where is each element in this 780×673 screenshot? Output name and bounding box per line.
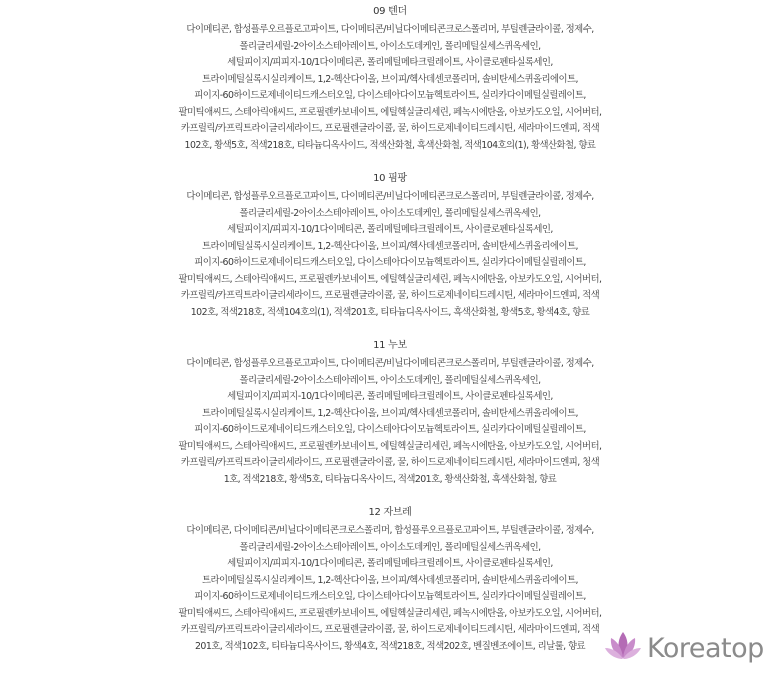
ingredient-line: 팔미틱애씨드, 스테아릭애씨드, 프로필렌카보네이트, 에틸헥실글리세린, 페녹시에탄올, 아보카도오일, 시어버터,: [178, 106, 602, 118]
ingredient-line: 트라이메틸실록시실리케이트, 1,2-헥산다이올, 브이피/헥사데센코폴리머, 솔비탄세스퀴올리에이트,: [202, 407, 578, 419]
ingredient-line: 트라이메틸실록시실리케이트, 1,2-헥산다이올, 브이피/헥사데센코폴리머, 솔비탄세스퀴올리에이트,: [202, 574, 578, 586]
shade-title: 10 핌팡: [373, 173, 407, 184]
ingredient-line: 102호, 황색5호, 적색218호, 티타늄디옥사이드, 적색산화철, 흑색산화철, 적색104호의(1), 황색산화철, 향료: [184, 139, 596, 151]
shade-title: 12 자브레: [368, 507, 412, 518]
ingredient-line: 다이메티콘, 합성플루오르플로고파이트, 다이메티콘/비닐다이메티콘크로스폴리머, 부틸렌글라이콜, 정제수,: [186, 24, 594, 35]
ingredient-line: 피이지-60하이드로제네이티드캐스터오일, 다이스테아다이모늄헥토라이트, 실리카다이메틸실릴레이트,: [194, 257, 586, 268]
ingredient-line: 피이지-60하이드로제네이티드캐스터오일, 다이스테아다이모늄헥토라이트, 실리카다이메틸실릴레이트,: [194, 591, 586, 602]
ingredient-line: 세틸피이지/피피지-10/1다이메티콘, 폴리메틸메타크릴레이트, 사이클로펜타실록세인,: [227, 224, 553, 235]
watermark-text: Koreatop: [647, 632, 764, 664]
ingredient-line: 102호, 적색218호, 적색104호의(1), 적색201호, 티타늄디옥사이드, 흑색산화철, 황색5호, 황색4호, 향료: [190, 306, 590, 318]
ingredient-line: 트라이메틸실록시실리케이트, 1,2-헥산다이올, 브이피/헥사데센코폴리머, 솔비탄세스퀴올리에이트,: [202, 240, 578, 252]
ingredient-line: 다이메티콘, 합성플루오르플로고파이트, 다이메티콘/비닐다이메티콘크로스폴리머, 부틸렌글라이콜, 정제수,: [186, 358, 594, 369]
ingredient-line: 카프릴릭/카프릭트라이글리세라이드, 프로필렌글라이콜, 꿀, 하이드로제네이티드레시틴, 세라마이드엔피, 적색: [180, 290, 600, 301]
ingredient-line: 팔미틱애씨드, 스테아릭애씨드, 프로필렌카보네이트, 에틸헥실글리세린, 페녹시에탄올, 아보카도오일, 시어버터,: [178, 440, 602, 452]
ingredient-line: 세틸피이지/피피지-10/1다이메티콘, 폴리메틸메타크릴레이트, 사이클로펜타실록세인,: [227, 391, 553, 402]
ingredient-line: 세틸피이지/피피지-10/1다이메티콘, 폴리메틸메타크릴레이트, 사이클로펜타실록세인,: [227, 57, 553, 68]
lotus-icon: [603, 628, 643, 668]
ingredient-line: 카프릴릭/카프릭트라이글리세라이드, 프로필렌글라이콜, 꿀, 하이드로제네이티드레시틴, 세라마이드엔피, 적색: [180, 624, 600, 635]
ingredient-line: 팔미틱애씨드, 스테아릭애씨드, 프로필렌카보네이트, 에틸헥실글리세린, 페녹시에탄올, 아보카도오일, 시어버터,: [178, 273, 602, 285]
ingredient-line: 다이메티콘, 합성플루오르플로고파이트, 다이메티콘/비닐다이메티콘크로스폴리머, 부틸렌글라이콜, 정제수,: [186, 191, 594, 202]
ingredient-line: 201호, 적색102호, 티타늄디옥사이드, 황색4호, 적색218호, 적색202호, 벤질벤조에이트, 리날룰, 향료: [195, 640, 585, 652]
shade-section-09: [170, 5, 610, 154]
shade-section-11: [170, 339, 610, 488]
shade-section-10: [170, 172, 610, 321]
ingredient-line: 트라이메틸실록시실리케이트, 1,2-헥산다이올, 브이피/헥사데센코폴리머, 솔비탄세스퀴올리에이트,: [202, 73, 578, 85]
ingredient-line: 카프릴릭/카프릭트라이글리세라이드, 프로필렌글라이콜, 꿀, 하이드로제네이티드레시틴, 세라마이드엔피, 적색: [180, 123, 600, 134]
ingredient-line: 폴리글리세릴-2아이소스테아레이트, 아이소도데케인, 폴리메틸실세스퀴옥세인,: [239, 207, 541, 219]
ingredient-line: 팔미틱애씨드, 스테아릭애씨드, 프로필렌카보네이트, 에틸헥실글리세린, 페녹시에탄올, 아보카도오일, 시어버터,: [178, 607, 602, 619]
koreatop-watermark: [603, 626, 775, 670]
shade-section-12: [170, 506, 610, 655]
ingredient-line: 세틸피이지/피피지-10/1다이메티콘, 폴리메틸메타크릴레이트, 사이클로펜타실록세인,: [227, 558, 553, 569]
ingredient-line: 폴리글리세릴-2아이소스테아레이트, 아이소도데케인, 폴리메틸실세스퀴옥세인,: [239, 374, 541, 386]
ingredient-line: 폴리글리세릴-2아이소스테아레이트, 아이소도데케인, 폴리메틸실세스퀴옥세인,: [239, 40, 541, 52]
ingredient-line: 다이메티콘, 다이메티콘/비닐다이메티콘크로스폴리머, 합성플루오르플로고파이트, 부틸렌글라이콜, 정제수,: [186, 525, 594, 536]
ingredient-line: 피이지-60하이드로제네이티드캐스터오일, 다이스테아다이모늄헥토라이트, 실리카다이메틸실릴레이트,: [194, 90, 586, 101]
shade-title: 09 텐더: [373, 6, 407, 17]
ingredient-line: 폴리글리세릴-2아이소스테아레이트, 아이소도데케인, 폴리메틸실세스퀴옥세인,: [239, 541, 541, 553]
shade-title: 11 누보: [373, 340, 407, 351]
ingredient-line: 카프릴릭/카프릭트라이글리세라이드, 프로필렌글라이콜, 꿀, 하이드로제네이티드레시틴, 세라마이드엔피, 청색: [180, 457, 600, 468]
ingredient-line: 피이지-60하이드로제네이티드캐스터오일, 다이스테아다이모늄헥토라이트, 실리카다이메틸실릴레이트,: [194, 424, 586, 435]
ingredient-line: 1호, 적색218호, 황색5호, 티타늄디옥사이드, 적색201호, 황색산화철, 흑색산화철, 향료: [223, 473, 557, 485]
